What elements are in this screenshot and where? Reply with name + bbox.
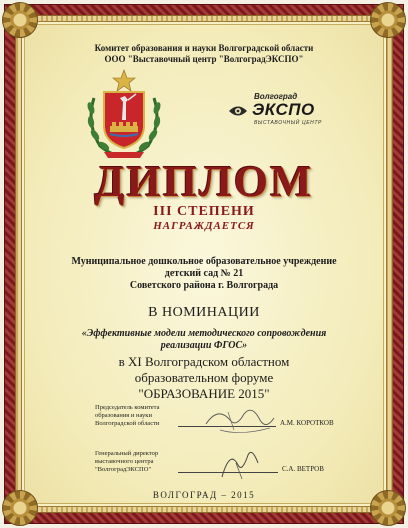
recipient-line-1: Муниципальное дошкольное образовательное учреждение bbox=[71, 256, 337, 267]
signature-scribble-icon bbox=[212, 445, 272, 483]
corner-ornament-icon bbox=[370, 2, 406, 38]
signatory-1-position-line-1: Председатель комитета bbox=[95, 404, 160, 411]
corner-ornament-icon bbox=[2, 2, 38, 38]
logo-city-text: Волгоград bbox=[254, 92, 298, 101]
diploma-title: ДИПЛОМ bbox=[94, 157, 314, 206]
issuer-line-1: Комитет образования и науки Волгоградской области bbox=[94, 43, 314, 53]
volgograd-coat-of-arms-icon bbox=[82, 68, 166, 160]
signatory-2-position-line-1: Генеральный директор bbox=[95, 450, 159, 457]
logo-tagline-text: ВЫСТАВОЧНЫЙ ЦЕНТР bbox=[254, 120, 322, 126]
forum-line-3: "ОБРАЗОВАНИЕ 2015" bbox=[138, 386, 270, 401]
signatory-2-position bbox=[95, 450, 205, 474]
diploma-degree: III СТЕПЕНИ bbox=[153, 204, 255, 219]
signatory-1-position-line-3: Волгоградской области bbox=[95, 420, 160, 427]
nomination-line-2: реализации ФГОС» bbox=[160, 340, 248, 351]
forum-line-2: образовательном форуме bbox=[134, 370, 274, 385]
issuer-line-2: ООО "Выставочный центр "ВолгоградЭКСПО" bbox=[104, 54, 304, 64]
signatory-2-position-line-3: "ВолгоградЭКСПО" bbox=[95, 466, 152, 473]
awarded-label: НАГРАЖДАЕТСЯ bbox=[153, 220, 255, 232]
volgograd-expo-logo bbox=[228, 92, 324, 132]
logo-brand-text: ЭКСПО bbox=[252, 100, 315, 119]
signatory-1-name: А.М. КОРОТКОВ bbox=[280, 419, 334, 427]
recipient-line-3: Советского района г. Волгограда bbox=[129, 280, 279, 291]
signatory-1-position-line-2: образования и науки bbox=[95, 412, 152, 419]
forum-line-1: в XI Волгоградском областном bbox=[118, 354, 290, 369]
signatory-1-position bbox=[95, 404, 205, 428]
signature-scribble-icon bbox=[200, 400, 280, 440]
footer-city-year: ВОЛГОГРАД – 2015 bbox=[152, 490, 256, 500]
nomination-line-1: «Эффективные модели методического сопровождения bbox=[81, 328, 327, 339]
nomination-heading: В НОМИНАЦИИ bbox=[148, 305, 260, 320]
signatory-2-name: С.А. ВЕТРОВ bbox=[282, 465, 324, 473]
recipient-line-2: детский сад № 21 bbox=[164, 268, 244, 279]
signatory-2-position-line-2: выставочного центра bbox=[95, 458, 154, 465]
expo-eye-icon bbox=[228, 102, 248, 120]
